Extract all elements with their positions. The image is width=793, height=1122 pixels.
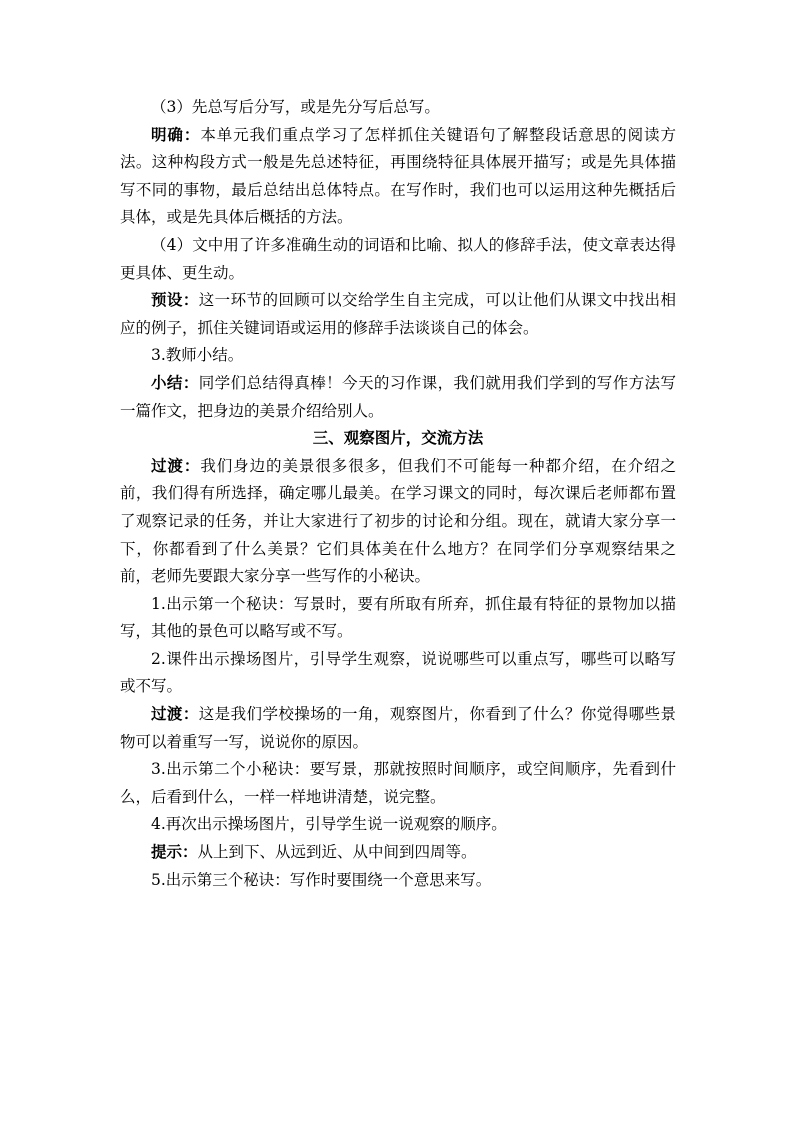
paragraph-clarify: 明确：本单元我们重点学习了怎样抓住关键语句了解整段话意思的阅读方法。这种构段方式一般是先总述特征，再围绕特征具体展开描写；或是先具体描写不同的事物，最后总结出总体特点。在写作时，我们也可以运用这种先概括后具体，或是先具体后概括的方法。 [120, 125, 676, 227]
paragraph-method-3: （3）先总写后分写，或是先分写后总写。 [151, 98, 440, 116]
paragraph-secret-1: 1.出示第一个秘诀：写景时，要有所取有所弃，抓住最有特征的景物加以描写，其他的景色可以略写或不写。 [120, 594, 676, 641]
paragraph-transition-2: 过渡：这是我们学校操场的一角，观察图片，你看到了什么？你觉得哪些景物可以着重写一写，说说你的原因。 [120, 705, 676, 751]
label-preset: 预设： [151, 291, 199, 310]
label-hint: 提示： [151, 843, 198, 862]
paragraph-teacher-summary: 3.教师小结。 [151, 346, 244, 365]
label-summary: 小结： [151, 373, 199, 392]
document-page [120, 94, 676, 894]
label-clarify: 明确： [151, 125, 201, 144]
paragraph-transition-1: 过渡：我们身边的美景很多很多，但我们不可能每一种都介绍，在介绍之前，我们得有所选择，确定哪儿最美。在学习课文的同时，每次课后老师都布置了观察记录的任务，并让大家进行了初步的讨论和分组。现在，就请大家分享一下，你都看到了什么美景？它们具体美在什么地方？在同学们分享观察结果之前，老师先要跟大家分享一些写作的小秘诀。 [120, 456, 676, 586]
paragraph-observation-order: 4.再次出示操场图片，引导学生说一说观察的顺序。 [151, 815, 507, 834]
paragraph-secret-3: 5.出示第三个秘诀：写作时要围绕一个意思来写。 [151, 870, 492, 889]
paragraph-preset: 预设：这一环节的回顾可以交给学生自主完成，可以让他们从课文中找出相应的例子，抓住关键词语或运用的修辞手法谈谈自己的体会。 [120, 291, 676, 337]
label-transition: 过渡： [151, 456, 201, 475]
label-transition: 过渡： [151, 705, 199, 724]
paragraph-method-4: （4）文中用了许多准确生动的词语和比喻、拟人的修辞手法，使文章表达得更具体、更生动。 [120, 235, 676, 282]
paragraph-hint: 提示：从上到下、从远到近、从中间到四周等。 [151, 843, 477, 862]
paragraph-summary: 小结：同学们总结得真棒！今天的习作课，我们就用我们学到的写作方法写一篇作文，把身边的美景介绍给别人。 [120, 373, 676, 420]
paragraph-playground-image: 2.课件出示操场图片，引导学生观察，说说哪些可以重点写，哪些可以略写或不写。 [120, 649, 676, 696]
section-heading: 三、观察图片，交流方法 [312, 429, 484, 448]
paragraph-secret-2: 3.出示第二个小秘诀：要写景，那就按照时间顺序，或空间顺序，先看到什么，后看到什么，一样一样地讲清楚，说完整。 [120, 760, 676, 806]
